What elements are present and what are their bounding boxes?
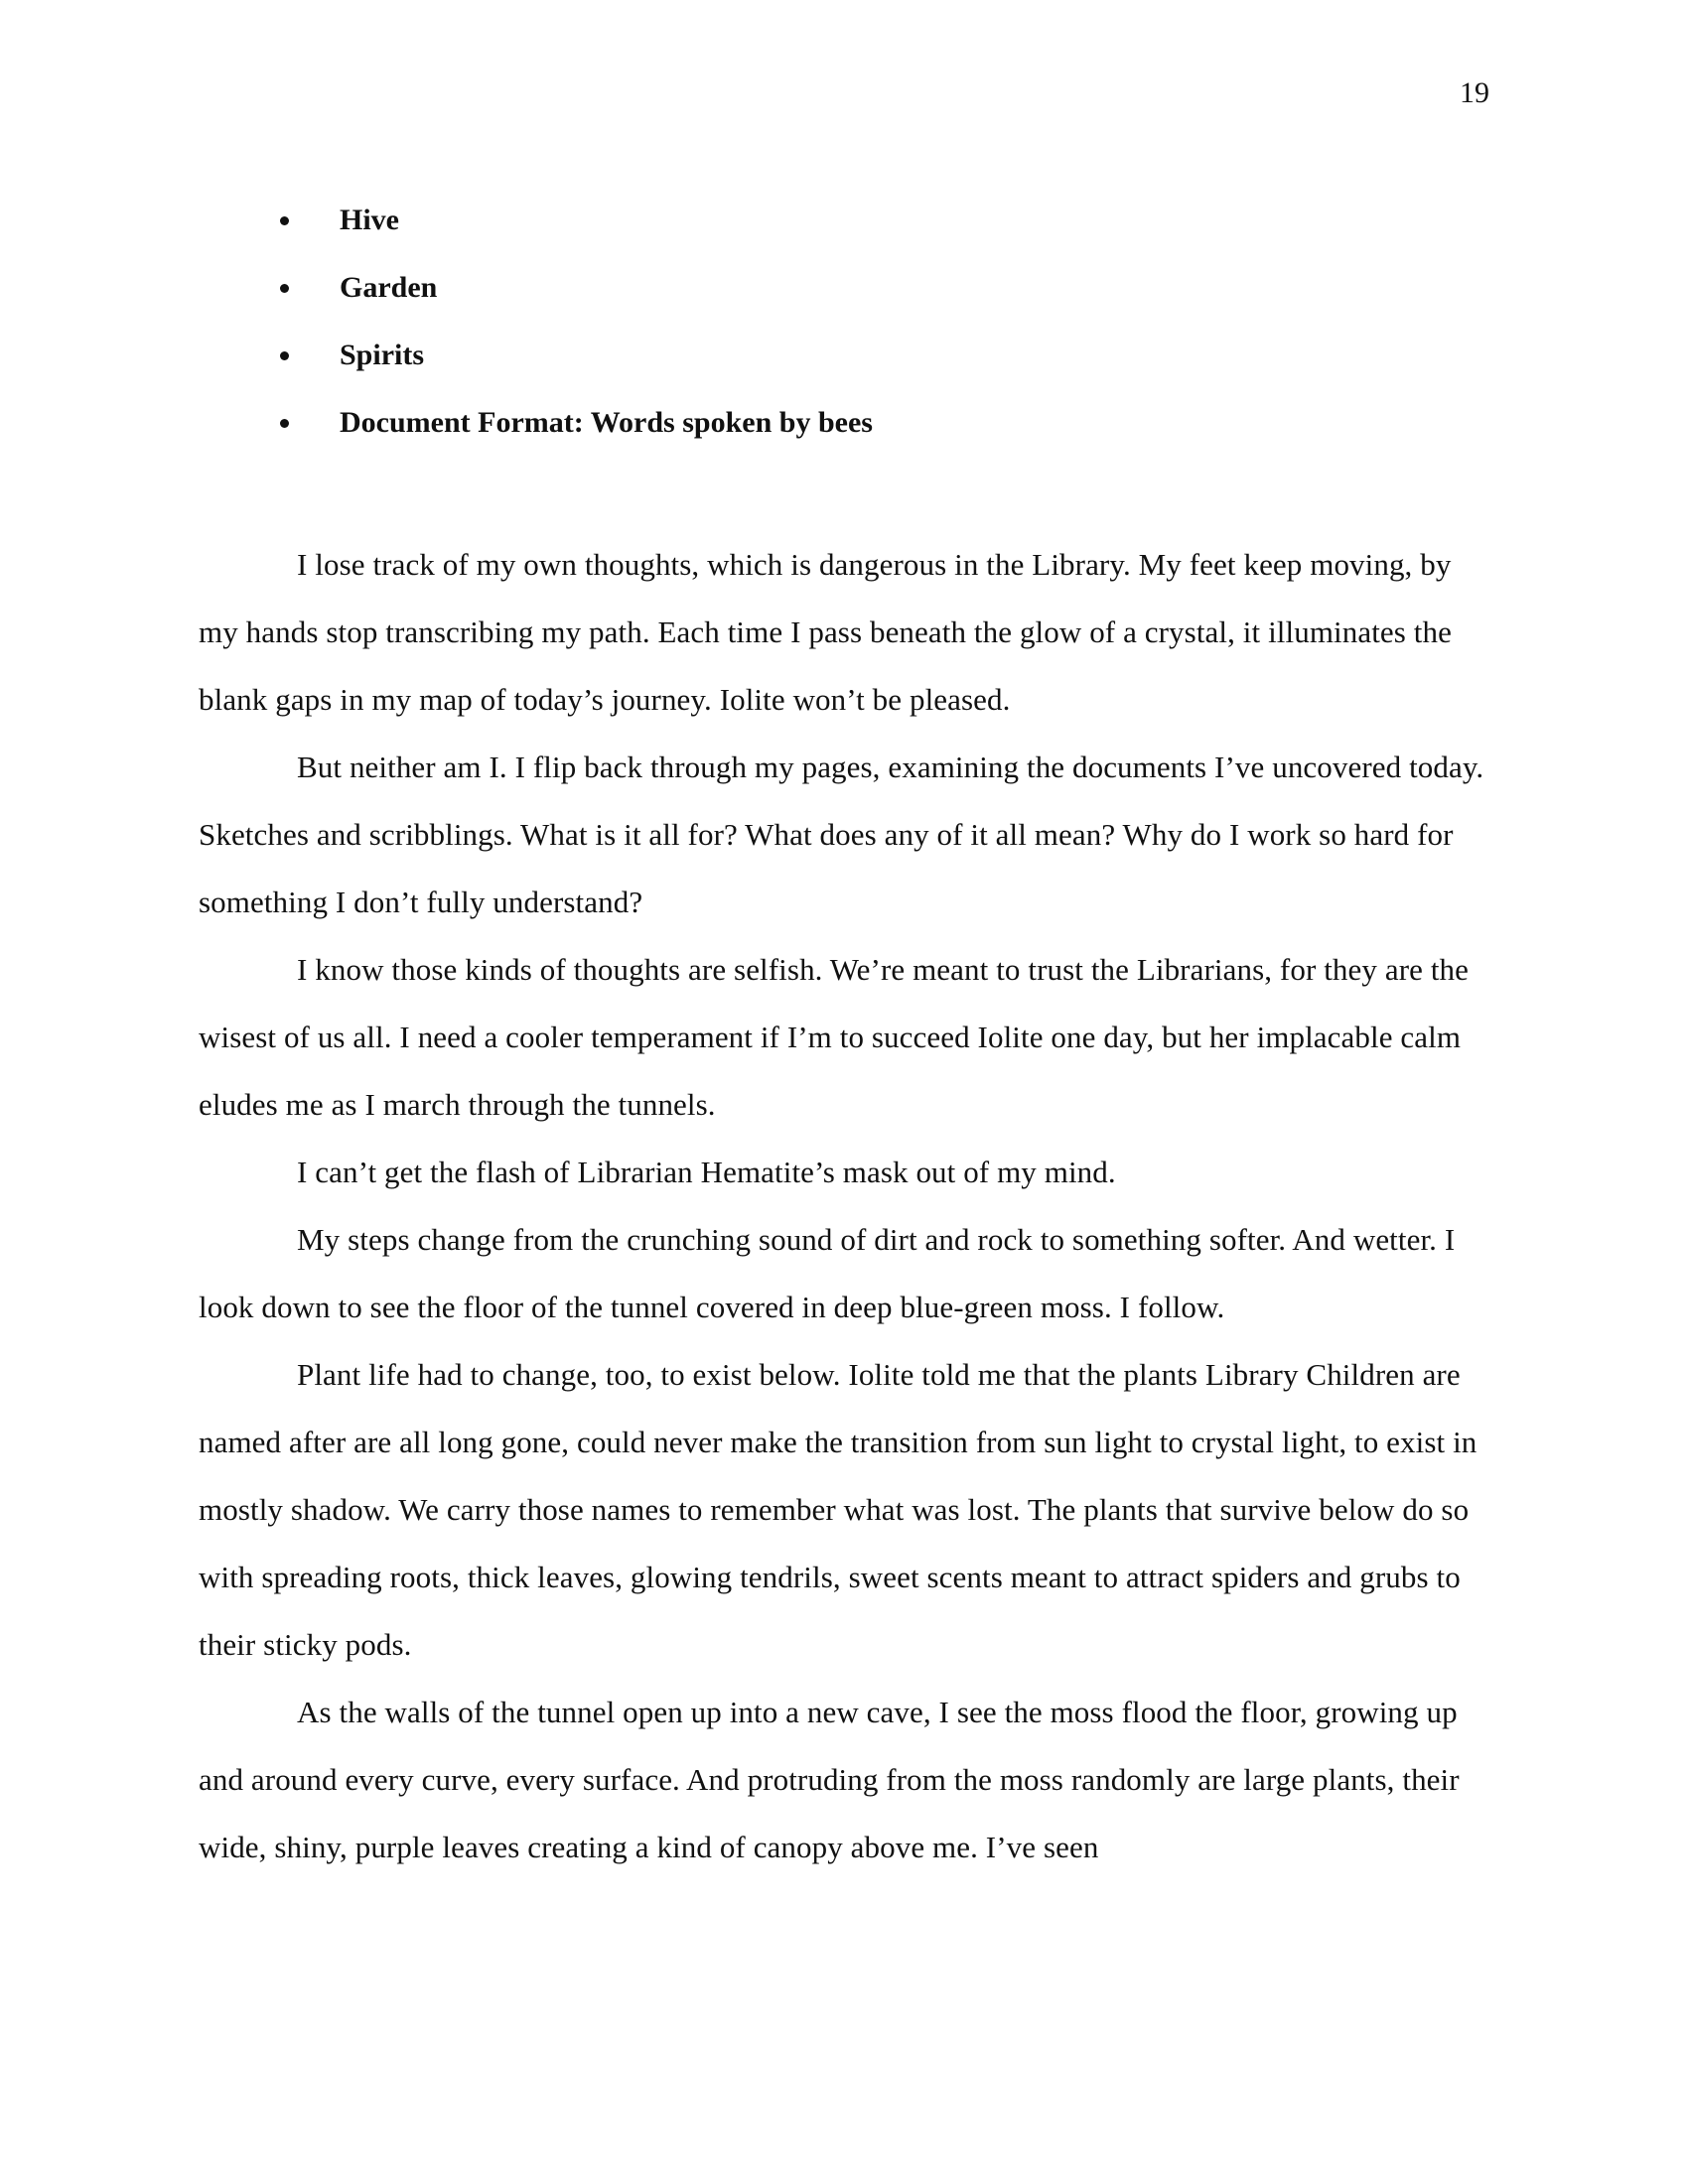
bullet-text: Spirits	[340, 339, 425, 371]
bullet-text: Garden	[340, 271, 438, 304]
paragraph: Plant life had to change, too, to exist below. Iolite told me that the plants Library Children are named after are all long gone, could never make the transition from sun light to crystal light, to exist in mostly shadow. We carry those names to remember what was lost. The plants that survive below do so with spreading roots, thick leaves, glowing tendrils, sweet scents meant to attract spiders and grubs to their sticky pods.	[199, 1357, 1477, 1662]
bullet-icon	[280, 216, 289, 225]
body-text	[199, 531, 1487, 1881]
bullet-icon	[280, 419, 289, 428]
paragraph: I can’t get the flash of Librarian Hematite’s mask out of my mind.	[297, 1155, 1116, 1189]
bullet-icon	[280, 351, 289, 360]
bullet-text: Hive	[340, 204, 399, 236]
bullet-icon	[280, 284, 289, 293]
paragraph: I lose track of my own thoughts, which is dangerous in the Library. My feet keep moving, by my hands stop transcribing my path. Each time I pass beneath the glow of a crystal, it illuminates the blank gaps in my map of today’s journey. Iolite won’t be pleased.	[199, 547, 1452, 717]
paragraph: But neither am I. I flip back through my pages, examining the documents I’ve uncovered today. Sketches and scribblings. What is it all for? What does any of it all mean? Why do I work so hard for something I don’t fully understand?	[199, 750, 1484, 919]
paragraph: As the walls of the tunnel open up into a new cave, I see the moss flood the floor, growing up and around every curve, every surface. And protruding from the moss randomly are large plants, their wide, shiny, purple leaves creating a kind of canopy above me. I’ve seen	[199, 1695, 1460, 1864]
paragraph: My steps change from the crunching sound of dirt and rock to something softer. And wetter. I look down to see the floor of the tunnel covered in deep blue-green moss. I follow.	[199, 1222, 1456, 1324]
paragraph: I know those kinds of thoughts are selfish. We’re meant to trust the Librarians, for they are the wisest of us all. I need a cooler temperament if I’m to succeed Iolite one day, but her implacable calm eludes me as I march through the tunnels.	[199, 952, 1470, 1122]
bullet-text: Document Format: Words spoken by bees	[340, 406, 873, 439]
page-number: 19	[1460, 76, 1489, 109]
